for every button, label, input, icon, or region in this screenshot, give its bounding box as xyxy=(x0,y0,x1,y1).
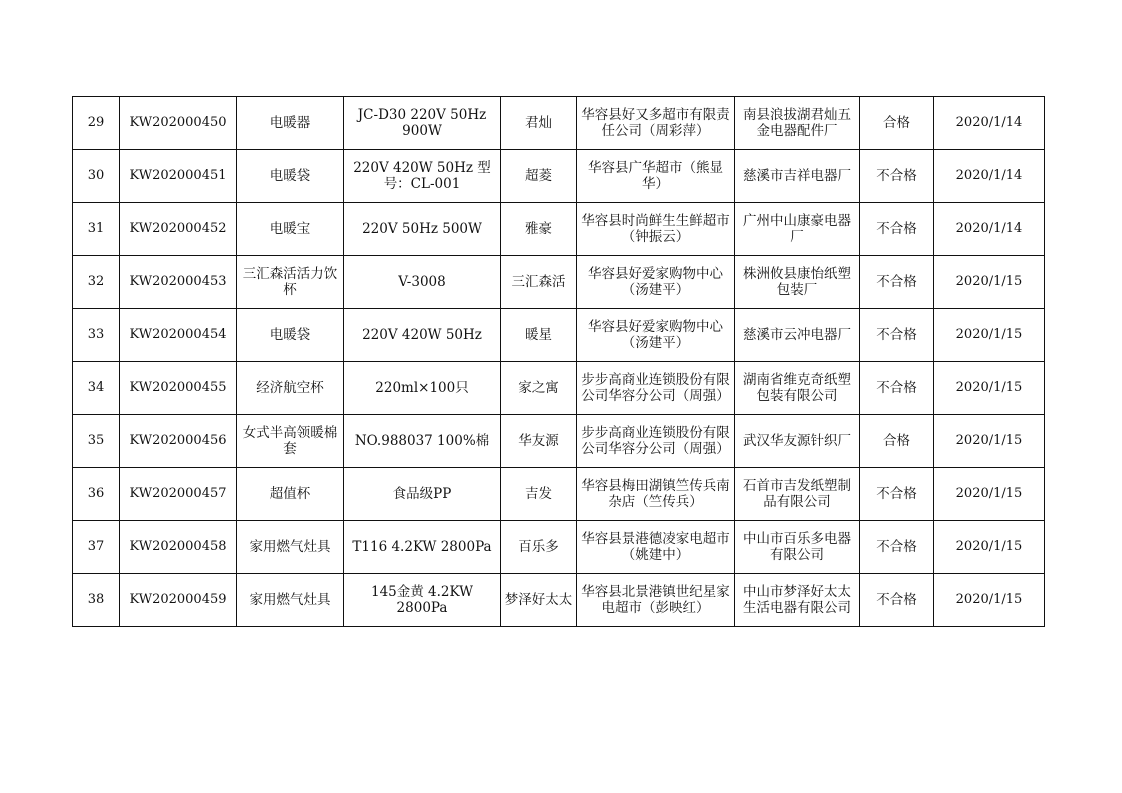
sampling-date-cell: 2020/1/15 xyxy=(934,415,1045,468)
row-number-cell: 29 xyxy=(73,97,120,150)
specification-cell: 220V 420W 50Hz 型号：CL-001 xyxy=(344,150,501,203)
product-name-cell: 家用燃气灶具 xyxy=(237,574,344,627)
specification-cell: T116 4.2KW 2800Pa xyxy=(344,521,501,574)
manufacturer-cell: 武汉华友源针织厂 xyxy=(735,415,860,468)
inspection-result-cell: 不合格 xyxy=(860,256,934,309)
table-row xyxy=(73,415,1045,468)
table-row xyxy=(73,468,1045,521)
table-row xyxy=(73,309,1045,362)
specification-cell: V-3008 xyxy=(344,256,501,309)
table-row xyxy=(73,362,1045,415)
product-name-cell: 女式半高领暖棉套 xyxy=(237,415,344,468)
inspection-result-cell: 不合格 xyxy=(860,521,934,574)
table-body xyxy=(73,97,1045,627)
seller-cell: 华容县广华超市（熊显华） xyxy=(577,150,735,203)
sample-code-cell: KW202000454 xyxy=(120,309,237,362)
seller-cell: 华容县好爱家购物中心（汤建平） xyxy=(577,256,735,309)
row-number-cell: 37 xyxy=(73,521,120,574)
seller-cell: 华容县北景港镇世纪星家电超市（彭映红） xyxy=(577,574,735,627)
row-number-cell: 32 xyxy=(73,256,120,309)
sample-code-cell: KW202000452 xyxy=(120,203,237,256)
manufacturer-cell: 广州中山康豪电器厂 xyxy=(735,203,860,256)
sample-code-cell: KW202000455 xyxy=(120,362,237,415)
brand-cell: 君灿 xyxy=(501,97,577,150)
row-number-cell: 31 xyxy=(73,203,120,256)
sample-code-cell: KW202000453 xyxy=(120,256,237,309)
row-number-cell: 35 xyxy=(73,415,120,468)
product-name-cell: 三汇森活活力饮杯 xyxy=(237,256,344,309)
inspection-results-table xyxy=(72,96,1045,627)
manufacturer-cell: 中山市梦泽好太太生活电器有限公司 xyxy=(735,574,860,627)
sample-code-cell: KW202000459 xyxy=(120,574,237,627)
row-number-cell: 30 xyxy=(73,150,120,203)
table-row xyxy=(73,203,1045,256)
seller-cell: 华容县时尚鲜生生鲜超市（钟振云） xyxy=(577,203,735,256)
table-row xyxy=(73,97,1045,150)
sampling-date-cell: 2020/1/15 xyxy=(934,468,1045,521)
product-name-cell: 超值杯 xyxy=(237,468,344,521)
specification-cell: NO.988037 100%棉 xyxy=(344,415,501,468)
seller-cell: 华容县景港德凌家电超市（姚建中） xyxy=(577,521,735,574)
product-name-cell: 电暖袋 xyxy=(237,309,344,362)
seller-cell: 步步高商业连锁股份有限公司华容分公司（周强） xyxy=(577,362,735,415)
product-name-cell: 电暖袋 xyxy=(237,150,344,203)
sampling-date-cell: 2020/1/15 xyxy=(934,309,1045,362)
sampling-date-cell: 2020/1/14 xyxy=(934,97,1045,150)
brand-cell: 雅豪 xyxy=(501,203,577,256)
specification-cell: 220V 420W 50Hz xyxy=(344,309,501,362)
sampling-date-cell: 2020/1/15 xyxy=(934,574,1045,627)
product-name-cell: 电暖器 xyxy=(237,97,344,150)
manufacturer-cell: 南县浪拔湖君灿五金电器配件厂 xyxy=(735,97,860,150)
sampling-date-cell: 2020/1/15 xyxy=(934,256,1045,309)
manufacturer-cell: 慈溪市吉祥电器厂 xyxy=(735,150,860,203)
inspection-result-cell: 不合格 xyxy=(860,309,934,362)
specification-cell: JC-D30 220V 50Hz 900W xyxy=(344,97,501,150)
sampling-date-cell: 2020/1/14 xyxy=(934,203,1045,256)
brand-cell: 暖星 xyxy=(501,309,577,362)
inspection-result-cell: 不合格 xyxy=(860,362,934,415)
inspection-result-cell: 合格 xyxy=(860,415,934,468)
row-number-cell: 38 xyxy=(73,574,120,627)
product-name-cell: 电暖宝 xyxy=(237,203,344,256)
row-number-cell: 33 xyxy=(73,309,120,362)
product-name-cell: 经济航空杯 xyxy=(237,362,344,415)
product-name-cell: 家用燃气灶具 xyxy=(237,521,344,574)
brand-cell: 百乐多 xyxy=(501,521,577,574)
seller-cell: 步步高商业连锁股份有限公司华容分公司（周强） xyxy=(577,415,735,468)
specification-cell: 食品级PP xyxy=(344,468,501,521)
sampling-date-cell: 2020/1/15 xyxy=(934,521,1045,574)
seller-cell: 华容县好爱家购物中心（汤建平） xyxy=(577,309,735,362)
inspection-result-cell: 不合格 xyxy=(860,468,934,521)
brand-cell: 梦泽好太太 xyxy=(501,574,577,627)
brand-cell: 三汇森活 xyxy=(501,256,577,309)
brand-cell: 吉发 xyxy=(501,468,577,521)
sampling-date-cell: 2020/1/15 xyxy=(934,362,1045,415)
manufacturer-cell: 中山市百乐多电器有限公司 xyxy=(735,521,860,574)
sample-code-cell: KW202000457 xyxy=(120,468,237,521)
sample-code-cell: KW202000458 xyxy=(120,521,237,574)
brand-cell: 家之寓 xyxy=(501,362,577,415)
sample-code-cell: KW202000456 xyxy=(120,415,237,468)
table-row xyxy=(73,256,1045,309)
seller-cell: 华容县好又多超市有限责任公司（周彩萍） xyxy=(577,97,735,150)
inspection-result-cell: 合格 xyxy=(860,97,934,150)
row-number-cell: 34 xyxy=(73,362,120,415)
sampling-date-cell: 2020/1/14 xyxy=(934,150,1045,203)
seller-cell: 华容县梅田湖镇竺传兵南杂店（竺传兵） xyxy=(577,468,735,521)
table-row xyxy=(73,150,1045,203)
brand-cell: 超菱 xyxy=(501,150,577,203)
table-row xyxy=(73,521,1045,574)
inspection-result-cell: 不合格 xyxy=(860,150,934,203)
specification-cell: 220ml×100只 xyxy=(344,362,501,415)
row-number-cell: 36 xyxy=(73,468,120,521)
manufacturer-cell: 慈溪市云冲电器厂 xyxy=(735,309,860,362)
brand-cell: 华友源 xyxy=(501,415,577,468)
table-row xyxy=(73,574,1045,627)
sample-code-cell: KW202000451 xyxy=(120,150,237,203)
inspection-result-cell: 不合格 xyxy=(860,203,934,256)
manufacturer-cell: 湖南省维克奇纸塑包装有限公司 xyxy=(735,362,860,415)
specification-cell: 145金黄 4.2KW 2800Pa xyxy=(344,574,501,627)
sample-code-cell: KW202000450 xyxy=(120,97,237,150)
specification-cell: 220V 50Hz 500W xyxy=(344,203,501,256)
manufacturer-cell: 株洲攸县康怡纸塑包装厂 xyxy=(735,256,860,309)
manufacturer-cell: 石首市吉发纸塑制品有限公司 xyxy=(735,468,860,521)
inspection-result-cell: 不合格 xyxy=(860,574,934,627)
